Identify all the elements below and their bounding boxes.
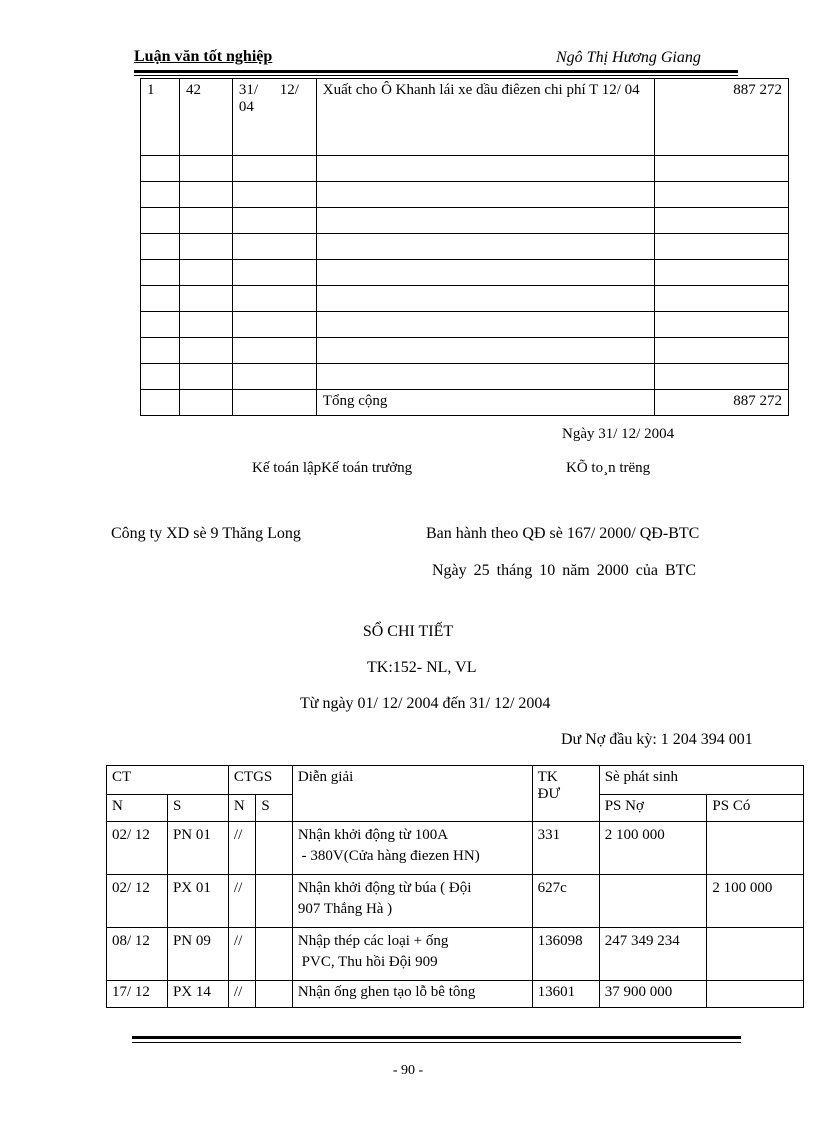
- col-ct-s: S: [167, 795, 228, 822]
- col-ps-co: PS Có: [707, 795, 804, 822]
- header-title: Luận văn tốt nghiệp: [134, 48, 273, 65]
- col-phat-sinh: Sè phát sinh: [599, 766, 803, 795]
- table-row-empty: [141, 156, 789, 182]
- col-ctgs-n: N: [228, 795, 255, 822]
- signature-date: Ngày 31/ 12/ 2004: [562, 426, 675, 442]
- total-amount: 887 272: [655, 390, 789, 416]
- table-row: [141, 79, 789, 156]
- director-label: KÕ to¸n trëng: [566, 460, 651, 476]
- col-ctgs: CTGS: [228, 766, 292, 795]
- cell-dien-giai: Xuất cho Ô Khanh lái xe dầu điêzen chi phí T 12/ 04: [316, 79, 654, 156]
- decision-ref: Ban hành theo QĐ sè 167/ 2000/ QĐ-BTC: [426, 525, 700, 542]
- table-row-empty: [141, 338, 789, 364]
- decision-date: Ngày 25 tháng 10 năm 2000 của BTC: [432, 562, 697, 579]
- voucher-table: [140, 78, 789, 416]
- ledger-header-row: [107, 766, 804, 795]
- table-row: 02/ 12 PN 01 // Nhận khởi động từ 100A - 380V(Cửa hàng điezen HN) 331 2 100 000: [107, 822, 804, 875]
- ledger-table: [106, 765, 804, 1008]
- table-row-empty: [141, 208, 789, 234]
- total-row: [141, 390, 789, 416]
- total-label: Tổng cộng: [316, 390, 654, 416]
- col-ps-no: PS Nợ: [599, 795, 707, 822]
- col-ct: CT: [107, 766, 229, 795]
- table-row-empty: [141, 234, 789, 260]
- cell-ngay: 31/ 12/ 04: [232, 79, 316, 156]
- table-row: 08/ 12 PN 09 // Nhập thép các loại + ống PVC, Thu hồi Đội 909 136098 247 349 234: [107, 928, 804, 981]
- col-ctgs-s: S: [256, 795, 293, 822]
- footer-rule-thin: [132, 1042, 741, 1043]
- footer-rule: [132, 1036, 741, 1039]
- table-row-empty: [141, 286, 789, 312]
- table-row-empty: [141, 260, 789, 286]
- col-tk: TK ĐƯ: [532, 766, 599, 822]
- chief-accountant-label: Kế toán trưởng: [321, 460, 413, 476]
- cell-stt: 1: [141, 79, 180, 156]
- header-rule-thin: [134, 75, 738, 76]
- col-dien-giai: Diễn giải: [292, 766, 532, 822]
- table-row-empty: [141, 364, 789, 390]
- page-number: - 90 -: [392, 1063, 424, 1078]
- table-row: 17/ 12 PX 14 // Nhận ống ghen tạo lỗ bê tông 13601 37 900 000: [107, 981, 804, 1008]
- table-row: 02/ 12 PX 01 // Nhận khởi động từ búa ( Đội 907 Thắng Hà ) 627c 2 100 000: [107, 875, 804, 928]
- col-ct-n: N: [107, 795, 168, 822]
- ledger-title: SỔ CHI TIẾT: [362, 623, 454, 640]
- table-row-empty: [141, 182, 789, 208]
- header-author: Ngô Thị Hương Giang: [556, 49, 701, 66]
- header-rule: [134, 70, 738, 73]
- prepared-by-label: Kế toán lập: [252, 460, 322, 476]
- company-name: Công ty XD sè 9 Thăng Long: [111, 525, 301, 542]
- table-row-empty: [141, 312, 789, 338]
- cell-so: 42: [179, 79, 232, 156]
- ledger-period: Từ ngày 01/ 12/ 2004 đến 31/ 12/ 2004: [300, 695, 551, 712]
- ledger-account: TK:152- NL, VL: [367, 659, 477, 676]
- signature-labels: [252, 460, 412, 477]
- cell-so-tien: 887 272: [655, 79, 789, 156]
- opening-balance: Dư Nợ đầu kỳ: 1 204 394 001: [561, 731, 753, 748]
